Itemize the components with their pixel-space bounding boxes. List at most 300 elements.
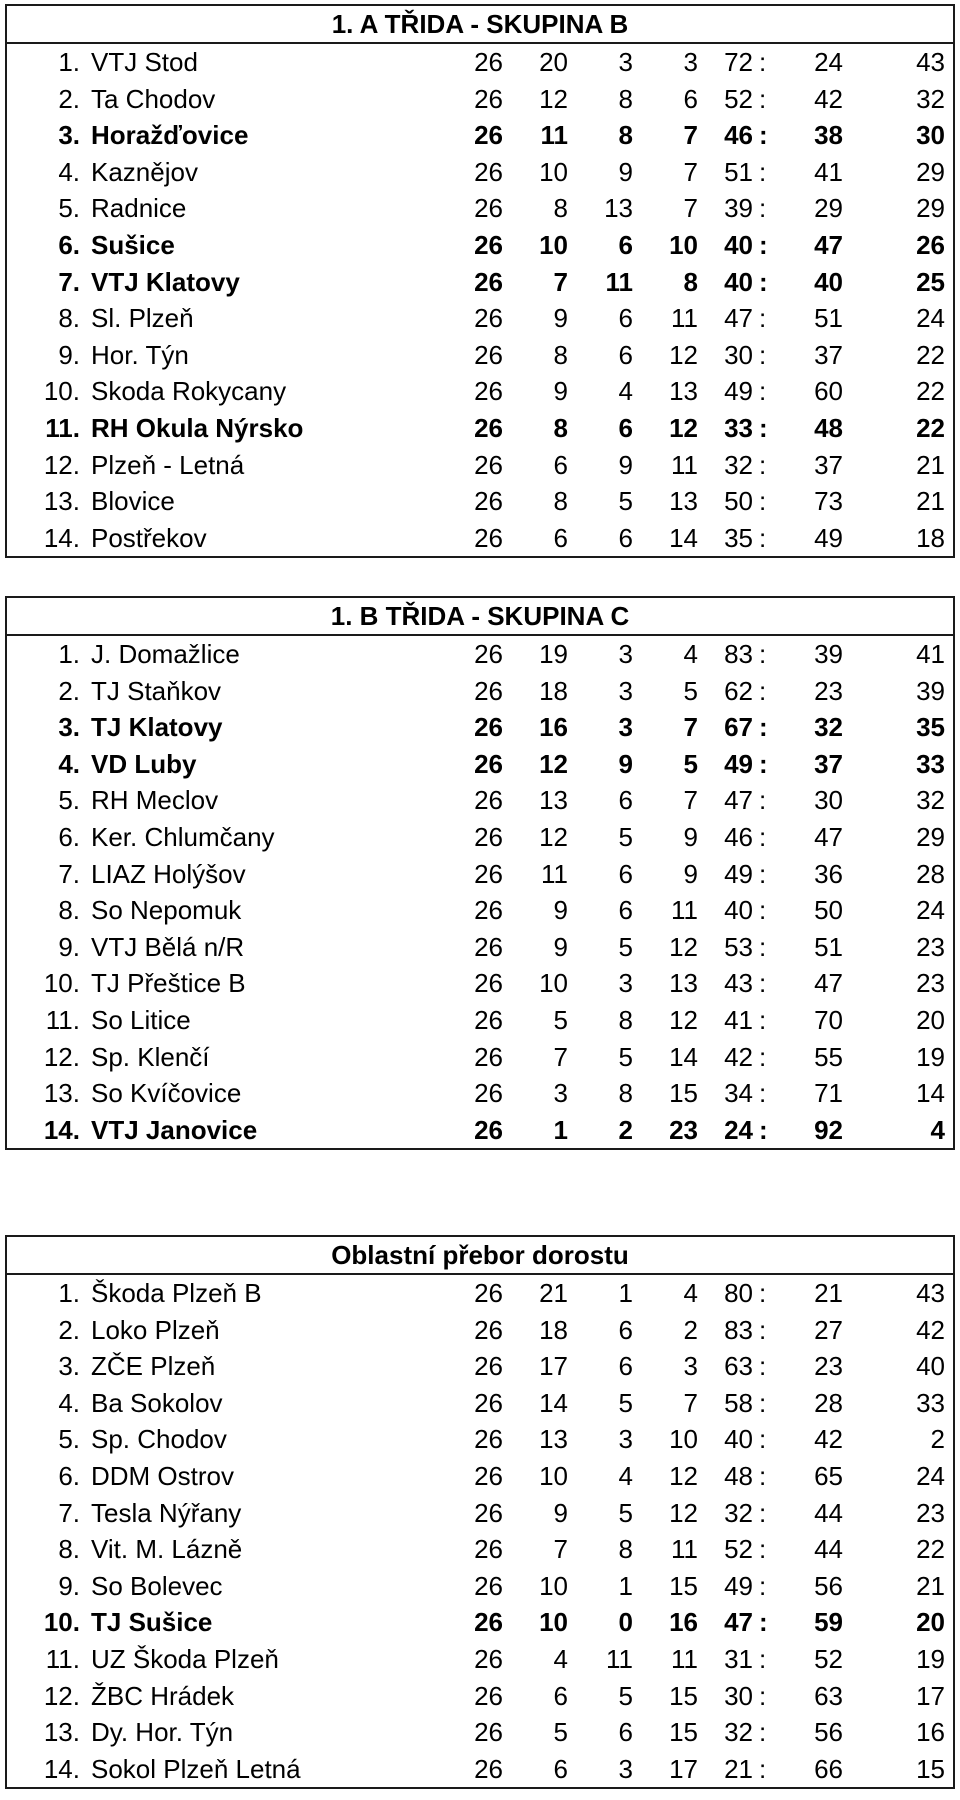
- games-played-cell: 26: [474, 858, 503, 889]
- wins-cell: 12: [539, 83, 568, 114]
- draws-cell: 5: [618, 1680, 633, 1711]
- rank-cell: 14.: [43, 1753, 80, 1784]
- table-row: [7, 1312, 953, 1349]
- games-played-cell: 26: [474, 1351, 503, 1382]
- rank-cell: 3.: [58, 1351, 80, 1382]
- team-name-cell: RH Meclov: [91, 785, 219, 816]
- table-row: [7, 1531, 953, 1568]
- games-played-cell: 26: [474, 968, 503, 999]
- losses-cell: 3: [683, 1351, 698, 1382]
- losses-cell: 14: [669, 1041, 698, 1072]
- wins-cell: 10: [539, 229, 568, 260]
- goals-against-cell: 42: [814, 83, 843, 114]
- draws-cell: 1: [618, 1278, 633, 1308]
- goals-against-cell: 36: [814, 858, 843, 889]
- points-cell: 23: [916, 968, 945, 999]
- goals-against-cell: 47: [814, 229, 843, 260]
- goals-against-cell: 73: [814, 486, 843, 517]
- team-name-cell: Dy. Hor. Týn: [91, 1717, 234, 1748]
- games-played-cell: 26: [474, 193, 503, 224]
- goals-against-cell: 66: [814, 1753, 843, 1784]
- table-title: 1. A TŘIDA - SKUPINA B: [7, 6, 953, 44]
- score-separator: :: [759, 1041, 767, 1072]
- losses-cell: 7: [683, 193, 698, 224]
- losses-cell: 11: [671, 1643, 698, 1674]
- table-row: [7, 1495, 953, 1532]
- table-row: [7, 1385, 953, 1422]
- rank-cell: 8.: [58, 895, 80, 926]
- rank-cell: 9.: [58, 339, 80, 370]
- games-played-cell: 26: [474, 785, 503, 816]
- goals-for-cell: 42: [724, 1041, 753, 1072]
- goals-for-cell: 63: [724, 1351, 753, 1382]
- goals-for-cell: 31: [724, 1643, 753, 1674]
- goals-for-cell: 83: [724, 639, 753, 669]
- draws-cell: 3: [618, 1424, 633, 1455]
- wins-cell: 8: [553, 339, 568, 370]
- goals-for-cell: 62: [724, 675, 753, 706]
- team-name-cell: Postřekov: [91, 522, 207, 553]
- table-row: [7, 636, 953, 673]
- draws-cell: 6: [618, 522, 633, 553]
- games-played-cell: 26: [474, 449, 503, 480]
- team-name-cell: J. Domažlice: [91, 639, 240, 669]
- table-title: 1. B TŘIDA - SKUPINA C: [7, 598, 953, 636]
- team-name-cell: TJ Sušice: [91, 1607, 213, 1638]
- games-played-cell: 26: [474, 1717, 503, 1748]
- score-separator: :: [759, 156, 767, 187]
- wins-cell: 13: [539, 785, 568, 816]
- table-row: [7, 782, 953, 819]
- rank-cell: 13.: [43, 1078, 80, 1109]
- draws-cell: 5: [618, 821, 633, 852]
- team-name-cell: So Bolevec: [91, 1570, 223, 1601]
- team-name-cell: ŽBC Hrádek: [91, 1680, 235, 1711]
- score-separator: :: [759, 1643, 767, 1674]
- team-name-cell: Hor. Týn: [91, 339, 189, 370]
- points-cell: 42: [916, 1314, 945, 1345]
- draws-cell: 6: [618, 303, 633, 334]
- goals-for-cell: 53: [724, 931, 753, 962]
- score-separator: :: [759, 1717, 767, 1748]
- rank-cell: 5.: [58, 785, 80, 816]
- goals-for-cell: 30: [724, 1680, 753, 1711]
- games-played-cell: 26: [474, 229, 503, 260]
- rank-cell: 11.: [45, 1004, 80, 1035]
- losses-cell: 4: [683, 639, 698, 669]
- rank-cell: 6.: [58, 229, 80, 260]
- team-name-cell: Radnice: [91, 193, 187, 224]
- table-row: [7, 373, 953, 410]
- goals-for-cell: 49: [724, 748, 753, 779]
- games-played-cell: 26: [474, 1534, 503, 1565]
- points-cell: 19: [916, 1643, 945, 1674]
- table-row: [7, 81, 953, 118]
- wins-cell: 5: [553, 1717, 568, 1748]
- goals-for-cell: 40: [724, 1424, 753, 1455]
- losses-cell: 15: [669, 1570, 698, 1601]
- points-cell: 23: [916, 1497, 945, 1528]
- points-cell: 4: [930, 1114, 945, 1145]
- goals-for-cell: 80: [724, 1278, 753, 1308]
- score-separator: :: [759, 1114, 768, 1145]
- goals-for-cell: 32: [724, 449, 753, 480]
- points-cell: 33: [916, 748, 945, 779]
- wins-cell: 17: [539, 1351, 568, 1382]
- losses-cell: 11: [671, 895, 698, 926]
- draws-cell: 5: [618, 486, 633, 517]
- losses-cell: 10: [669, 229, 698, 260]
- team-name-cell: DDM Ostrov: [91, 1460, 234, 1491]
- rank-cell: 12.: [43, 449, 80, 480]
- draws-cell: 6: [618, 895, 633, 926]
- goals-against-cell: 65: [814, 1460, 843, 1491]
- draws-cell: 3: [618, 47, 633, 77]
- score-separator: :: [759, 1004, 767, 1035]
- score-separator: :: [759, 858, 767, 889]
- team-name-cell: Sokol Plzeň Letná: [91, 1753, 301, 1784]
- table-row: [7, 892, 953, 929]
- draws-cell: 6: [618, 339, 633, 370]
- games-played-cell: 26: [474, 486, 503, 517]
- games-played-cell: 26: [474, 1004, 503, 1035]
- losses-cell: 9: [683, 858, 698, 889]
- points-cell: 20: [916, 1607, 945, 1638]
- team-name-cell: Sl. Plzeň: [91, 303, 194, 334]
- losses-cell: 7: [683, 1387, 698, 1418]
- rank-cell: 5.: [58, 193, 80, 224]
- rank-cell: 12.: [43, 1680, 80, 1711]
- score-separator: :: [759, 229, 768, 260]
- rank-cell: 1.: [58, 47, 80, 77]
- rank-cell: 13.: [43, 486, 80, 517]
- goals-against-cell: 39: [814, 639, 843, 669]
- team-name-cell: Blovice: [91, 486, 175, 517]
- score-separator: :: [759, 120, 768, 151]
- draws-cell: 6: [618, 858, 633, 889]
- score-separator: :: [759, 1570, 767, 1601]
- draws-cell: 9: [618, 748, 633, 779]
- goals-against-cell: 71: [814, 1078, 843, 1109]
- score-separator: :: [759, 339, 767, 370]
- table-row: [7, 965, 953, 1002]
- wins-cell: 9: [553, 376, 568, 407]
- rank-cell: 9.: [58, 1570, 80, 1601]
- goals-for-cell: 39: [724, 193, 753, 224]
- goals-for-cell: 43: [724, 968, 753, 999]
- draws-cell: 3: [618, 639, 633, 669]
- table-row: [7, 1751, 953, 1788]
- table-row: [7, 154, 953, 191]
- goals-against-cell: 28: [814, 1387, 843, 1418]
- wins-cell: 14: [539, 1387, 568, 1418]
- goals-against-cell: 27: [814, 1314, 843, 1345]
- goals-against-cell: 50: [814, 895, 843, 926]
- table-row: [7, 483, 953, 520]
- wins-cell: 8: [553, 193, 568, 224]
- score-separator: :: [759, 449, 767, 480]
- points-cell: 41: [916, 639, 945, 669]
- losses-cell: 11: [671, 449, 698, 480]
- losses-cell: 23: [669, 1114, 698, 1145]
- losses-cell: 8: [683, 266, 698, 297]
- losses-cell: 5: [683, 748, 698, 779]
- losses-cell: 12: [669, 931, 698, 962]
- table-row: [7, 709, 953, 746]
- wins-cell: 8: [553, 412, 568, 443]
- losses-cell: 16: [669, 1607, 698, 1638]
- games-played-cell: 26: [474, 639, 503, 669]
- standings-table-youth-regional: [5, 1235, 955, 1789]
- draws-cell: 3: [618, 675, 633, 706]
- rank-cell: 14.: [43, 522, 80, 553]
- score-separator: :: [759, 1534, 767, 1565]
- goals-for-cell: 72: [724, 47, 753, 77]
- rank-cell: 9.: [58, 931, 80, 962]
- goals-against-cell: 55: [814, 1041, 843, 1072]
- table-row: [7, 337, 953, 374]
- points-cell: 2: [930, 1424, 945, 1455]
- team-name-cell: Horažďovice: [91, 120, 249, 151]
- goals-against-cell: 24: [814, 47, 843, 77]
- team-name-cell: TJ Klatovy: [91, 712, 223, 743]
- team-name-cell: ZČE Plzeň: [91, 1351, 216, 1382]
- wins-cell: 3: [553, 1078, 568, 1109]
- wins-cell: 6: [553, 1680, 568, 1711]
- score-separator: :: [759, 1278, 767, 1308]
- wins-cell: 8: [553, 486, 568, 517]
- wins-cell: 10: [539, 968, 568, 999]
- team-name-cell: VTJ Klatovy: [91, 266, 240, 297]
- wins-cell: 10: [539, 156, 568, 187]
- draws-cell: 1: [618, 1570, 633, 1601]
- team-name-cell: Ta Chodov: [91, 83, 216, 114]
- team-name-cell: RH Okula Nýrsko: [91, 412, 304, 443]
- goals-for-cell: 21: [724, 1753, 753, 1784]
- goals-for-cell: 49: [724, 1570, 753, 1601]
- goals-for-cell: 49: [724, 858, 753, 889]
- points-cell: 19: [916, 1041, 945, 1072]
- games-played-cell: 26: [474, 303, 503, 334]
- points-cell: 29: [916, 821, 945, 852]
- losses-cell: 12: [669, 1497, 698, 1528]
- games-played-cell: 26: [474, 675, 503, 706]
- goals-against-cell: 23: [814, 675, 843, 706]
- points-cell: 33: [916, 1387, 945, 1418]
- points-cell: 40: [916, 1351, 945, 1382]
- losses-cell: 7: [683, 156, 698, 187]
- score-separator: :: [759, 376, 767, 407]
- losses-cell: 4: [683, 1278, 698, 1308]
- losses-cell: 11: [671, 303, 698, 334]
- score-separator: :: [759, 895, 767, 926]
- games-played-cell: 26: [474, 412, 503, 443]
- draws-cell: 3: [618, 712, 633, 743]
- rank-cell: 7.: [58, 858, 80, 889]
- points-cell: 24: [916, 303, 945, 334]
- goals-against-cell: 49: [814, 522, 843, 553]
- score-separator: :: [759, 639, 767, 669]
- games-played-cell: 26: [474, 1114, 503, 1145]
- table-row: [7, 819, 953, 856]
- goals-for-cell: 41: [724, 1004, 753, 1035]
- table-row: [7, 856, 953, 893]
- table-title: Oblastní přebor dorostu: [7, 1237, 953, 1275]
- games-played-cell: 26: [474, 120, 503, 151]
- points-cell: 26: [916, 229, 945, 260]
- table-row: [7, 300, 953, 337]
- score-separator: :: [759, 303, 767, 334]
- goals-for-cell: 58: [724, 1387, 753, 1418]
- team-name-cell: So Litice: [91, 1004, 191, 1035]
- losses-cell: 13: [669, 376, 698, 407]
- score-separator: :: [759, 931, 767, 962]
- goals-against-cell: 21: [814, 1278, 843, 1308]
- team-name-cell: Sušice: [91, 229, 175, 260]
- points-cell: 22: [916, 376, 945, 407]
- wins-cell: 12: [539, 748, 568, 779]
- games-played-cell: 26: [474, 712, 503, 743]
- goals-against-cell: 63: [814, 1680, 843, 1711]
- score-separator: :: [759, 712, 768, 743]
- team-name-cell: VD Luby: [91, 748, 197, 779]
- goals-for-cell: 48: [724, 1460, 753, 1491]
- games-played-cell: 26: [474, 821, 503, 852]
- losses-cell: 12: [669, 1004, 698, 1035]
- losses-cell: 15: [669, 1717, 698, 1748]
- games-played-cell: 26: [474, 1424, 503, 1455]
- wins-cell: 10: [539, 1607, 568, 1638]
- wins-cell: 9: [553, 303, 568, 334]
- games-played-cell: 26: [474, 83, 503, 114]
- rank-cell: 7.: [58, 1497, 80, 1528]
- games-played-cell: 26: [474, 1753, 503, 1784]
- goals-against-cell: 44: [814, 1534, 843, 1565]
- rank-cell: 10.: [43, 376, 80, 407]
- games-played-cell: 26: [474, 376, 503, 407]
- points-cell: 29: [916, 156, 945, 187]
- goals-against-cell: 60: [814, 376, 843, 407]
- goals-for-cell: 40: [724, 266, 753, 297]
- wins-cell: 11: [541, 858, 568, 889]
- rank-cell: 11.: [45, 412, 80, 443]
- score-separator: :: [759, 83, 767, 114]
- points-cell: 22: [916, 339, 945, 370]
- losses-cell: 14: [669, 522, 698, 553]
- losses-cell: 9: [683, 821, 698, 852]
- goals-against-cell: 37: [814, 449, 843, 480]
- games-played-cell: 26: [474, 1278, 503, 1308]
- score-separator: :: [759, 675, 767, 706]
- draws-cell: 5: [618, 1387, 633, 1418]
- goals-for-cell: 24: [724, 1114, 753, 1145]
- goals-against-cell: 47: [814, 968, 843, 999]
- goals-for-cell: 83: [724, 1314, 753, 1345]
- score-separator: :: [759, 821, 767, 852]
- score-separator: :: [759, 412, 768, 443]
- score-separator: :: [759, 1497, 767, 1528]
- goals-against-cell: 92: [814, 1114, 843, 1145]
- goals-for-cell: 46: [724, 120, 753, 151]
- wins-cell: 11: [540, 120, 568, 151]
- points-cell: 32: [916, 785, 945, 816]
- losses-cell: 7: [683, 712, 698, 743]
- goals-against-cell: 44: [814, 1497, 843, 1528]
- rank-cell: 2.: [58, 83, 80, 114]
- points-cell: 23: [916, 931, 945, 962]
- games-played-cell: 26: [474, 1680, 503, 1711]
- table-row: [7, 117, 953, 154]
- wins-cell: 18: [539, 1314, 568, 1345]
- draws-cell: 8: [618, 1534, 633, 1565]
- goals-against-cell: 51: [814, 303, 843, 334]
- goals-for-cell: 47: [724, 785, 753, 816]
- score-separator: :: [759, 266, 768, 297]
- rank-cell: 1.: [58, 1278, 80, 1308]
- goals-for-cell: 52: [724, 1534, 753, 1565]
- wins-cell: 16: [539, 712, 568, 743]
- games-played-cell: 26: [474, 895, 503, 926]
- games-played-cell: 26: [474, 1078, 503, 1109]
- rank-cell: 14.: [43, 1114, 80, 1145]
- team-name-cell: Vit. M. Lázně: [91, 1534, 243, 1565]
- team-name-cell: LIAZ Holýšov: [91, 858, 246, 889]
- games-played-cell: 26: [474, 931, 503, 962]
- points-cell: 28: [916, 858, 945, 889]
- table-row: [7, 227, 953, 264]
- table-row: [7, 1678, 953, 1715]
- score-separator: :: [759, 1078, 767, 1109]
- points-cell: 30: [916, 120, 945, 151]
- goals-against-cell: 38: [814, 120, 843, 151]
- rank-cell: 10.: [43, 968, 80, 999]
- wins-cell: 1: [553, 1114, 568, 1145]
- wins-cell: 10: [539, 1460, 568, 1491]
- rank-cell: 1.: [58, 639, 80, 669]
- table-row: [7, 410, 953, 447]
- draws-cell: 5: [618, 1041, 633, 1072]
- points-cell: 21: [916, 486, 945, 517]
- score-separator: :: [759, 1387, 767, 1418]
- wins-cell: 10: [539, 1570, 568, 1601]
- losses-cell: 15: [669, 1078, 698, 1109]
- table-row: [7, 1641, 953, 1678]
- draws-cell: 4: [618, 1460, 633, 1491]
- wins-cell: 6: [553, 522, 568, 553]
- games-played-cell: 26: [474, 748, 503, 779]
- table-row: [7, 447, 953, 484]
- games-played-cell: 26: [474, 1387, 503, 1418]
- games-played-cell: 26: [474, 339, 503, 370]
- draws-cell: 9: [618, 156, 633, 187]
- draws-cell: 6: [618, 1717, 633, 1748]
- table-row: [7, 1714, 953, 1751]
- team-name-cell: TJ Přeštice B: [91, 968, 246, 999]
- draws-cell: 6: [618, 412, 633, 443]
- wins-cell: 18: [539, 675, 568, 706]
- team-name-cell: Sp. Klenčí: [91, 1041, 210, 1072]
- team-name-cell: Škoda Plzeň B: [91, 1278, 262, 1308]
- goals-for-cell: 30: [724, 339, 753, 370]
- draws-cell: 0: [618, 1607, 633, 1638]
- points-cell: 43: [916, 47, 945, 77]
- score-separator: :: [759, 785, 767, 816]
- losses-cell: 11: [671, 1534, 698, 1565]
- goals-against-cell: 47: [814, 821, 843, 852]
- points-cell: 24: [916, 895, 945, 926]
- points-cell: 24: [916, 1460, 945, 1491]
- goals-against-cell: 48: [814, 412, 843, 443]
